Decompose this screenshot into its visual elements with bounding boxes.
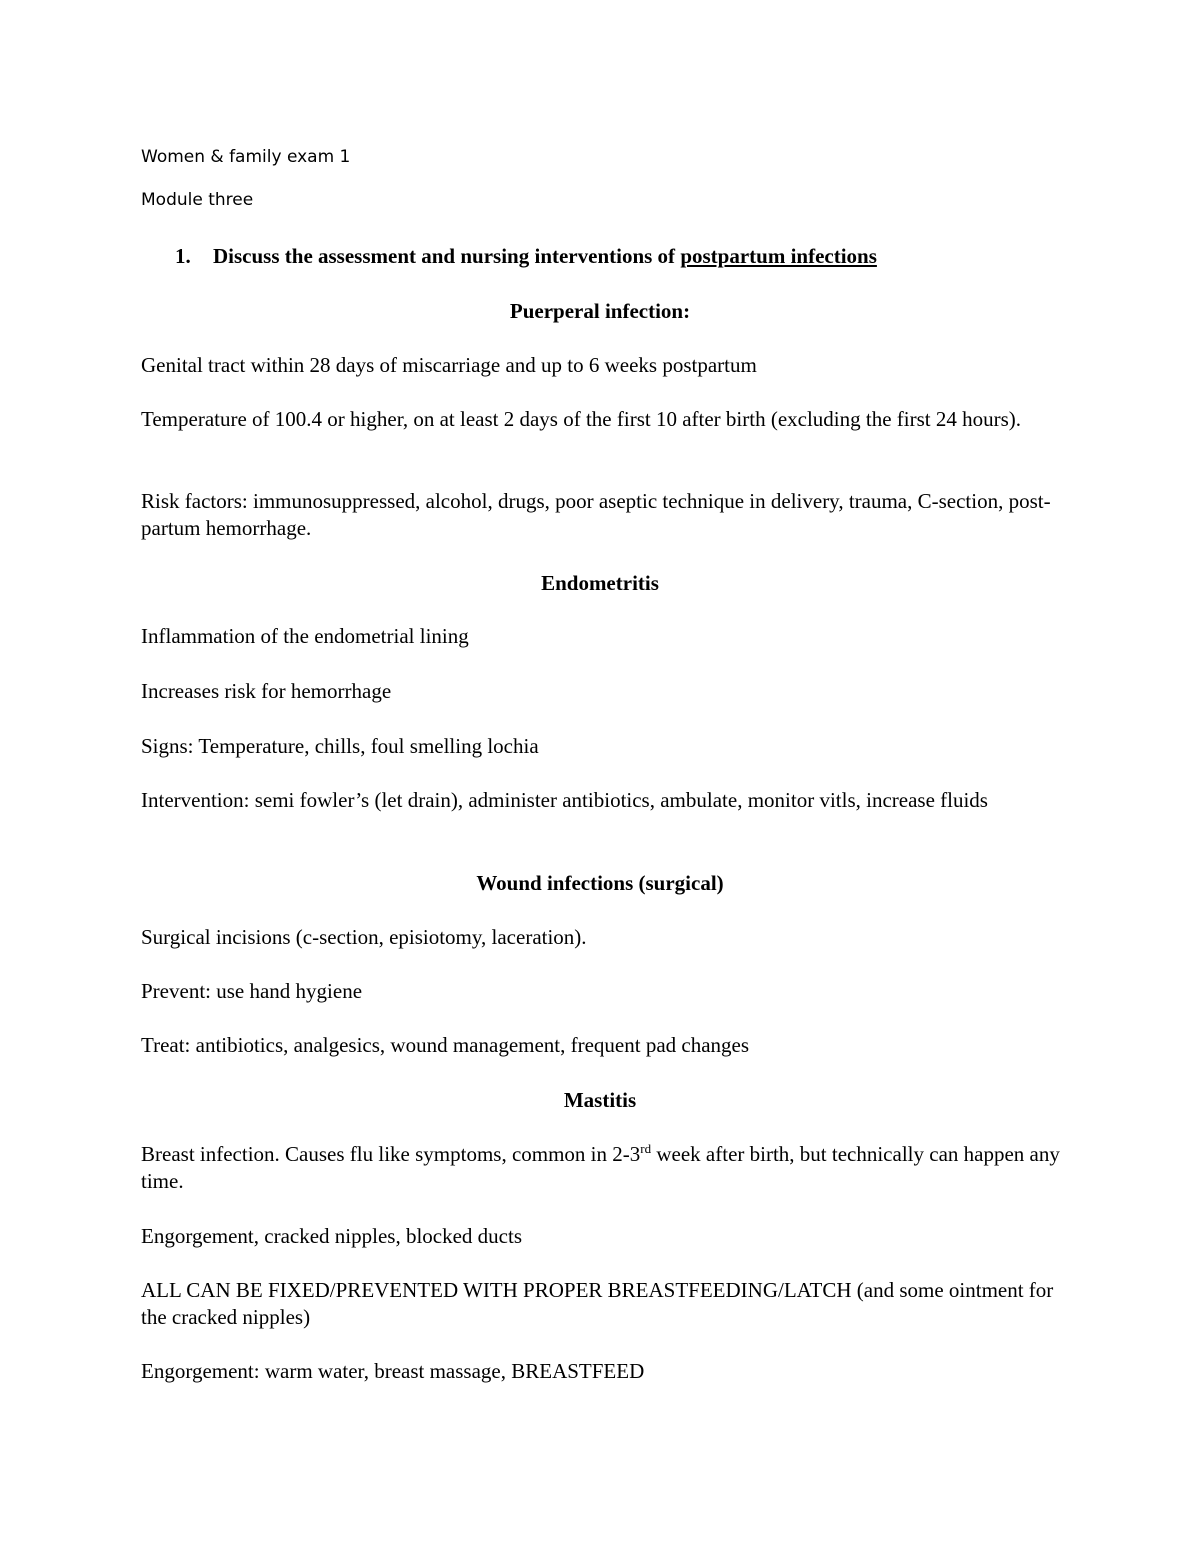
question-topic: postpartum infections [680, 244, 877, 268]
question-heading [141, 242, 877, 270]
question-number: 1. [175, 244, 191, 268]
course-title: Women & family exam 1 [141, 147, 351, 167]
paragraph: Increases risk for hemorrhage [141, 679, 392, 703]
question-text: Discuss the assessment and nursing interventions of [213, 244, 681, 268]
section-heading-puerperal: Puerperal infection: [509, 299, 691, 323]
paragraph: Surgical incisions (c-section, episiotomy, laceration). [141, 925, 587, 949]
section-heading-wound: Wound infections (surgical) [476, 871, 724, 895]
paragraph: Genital tract within 28 days of miscarriage and up to 6 weeks postpartum [141, 353, 757, 377]
paragraph: Engorgement, cracked nipples, blocked ducts [141, 1224, 522, 1248]
paragraph: Temperature of 100.4 or higher, on at least 2 days of the first 10 after birth (excluding the first 24 hours). [141, 407, 1022, 431]
paragraph: ALL CAN BE FIXED/PREVENTED WITH PROPER BREASTFEEDING/LATCH (and some ointment for the cracked nipples) [141, 1278, 1054, 1329]
section-heading-endometritis: Endometritis [541, 571, 659, 595]
paragraph: Intervention: semi fowler’s (let drain), administer antibiotics, ambulate, monitor vitls, increase fluids [141, 788, 988, 812]
superscript: rd [640, 1141, 652, 1156]
paragraph: Risk factors: immunosuppressed, alcohol, drugs, poor aseptic technique in delivery, trauma, C-section, post-partum hemorrhage. [141, 489, 1051, 540]
paragraph-text: Breast infection. Causes flu like symptoms, common in 2-3 [141, 1142, 641, 1166]
paragraph [141, 1141, 1066, 1195]
paragraph: Inflammation of the endometrial lining [141, 624, 469, 648]
module-label: Module three [141, 190, 254, 210]
paragraph-text: week after birth, but technically can happen any time. [141, 1142, 1060, 1193]
paragraph: Prevent: use hand hygiene [141, 979, 363, 1003]
paragraph: Signs: Temperature, chills, foul smelling lochia [141, 734, 539, 758]
paragraph: Engorgement: warm water, breast massage, BREASTFEED [141, 1359, 645, 1383]
section-heading-mastitis: Mastitis [563, 1088, 637, 1112]
paragraph: Treat: antibiotics, analgesics, wound management, frequent pad changes [141, 1033, 750, 1057]
